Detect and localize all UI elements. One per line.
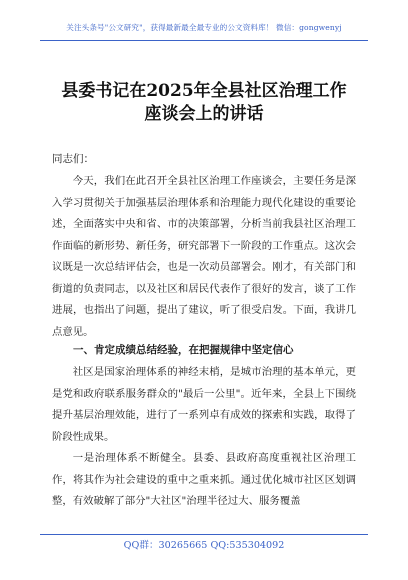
title-line-2: 座谈会上的讲话	[144, 104, 264, 124]
title-line-1: 县委书记在2025年全县社区治理工作	[61, 81, 347, 101]
footer-divider	[40, 534, 368, 535]
footer-contact: QQ群：30265665 QQ:535304092	[123, 540, 285, 551]
salutation: 同志们：	[52, 153, 94, 165]
paragraph-3: 一是治理体系不断健全。县委、县政府高度重视社区治理工作，将其作为社会建设的重中之重来抓。通过优化城市社区区划调整，有效破解了部分"大社区"治理半径过大、服务覆盖	[52, 452, 356, 507]
header-banner: 关注头条号"公文研究"，获得最新最全最专业的公文资料库！ 微信：gongwenyj	[66, 23, 342, 32]
paragraph-2: 社区是国家治理体系的神经末梢，是城市治理的基本单元，更是党和政府联系服务群众的"最后一公里"。近年来，全县上下围绕提升基层治理效能，进行了一系列卓有成效的探索和实践，取得了阶段性成果。	[52, 366, 356, 443]
paragraph-intro: 今天，我们在此召开全县社区治理工作座谈会，主要任务是深入学习贯彻关于加强基层治理体系和治理能力现代化建设的重要论述，全面落实中央和省、市的决策部署，分析当前我县社区治理工作面临的新形势、新任务，研究部署下一阶段的工作重点。这次会议既是一次总结评估会，也是一次动员部署会。刚才，有关部门和街道的负责同志，以及社区和居民代表作了很好的发言，谈了工作进展，也指出了问题，提出了建议，听了很受启发。下面，我讲几点意见。	[52, 175, 356, 338]
section-heading-1: 一、肯定成绩总结经验，在把握规律中坚定信心	[73, 344, 294, 356]
document-title	[0, 80, 408, 126]
header-divider	[40, 40, 368, 41]
